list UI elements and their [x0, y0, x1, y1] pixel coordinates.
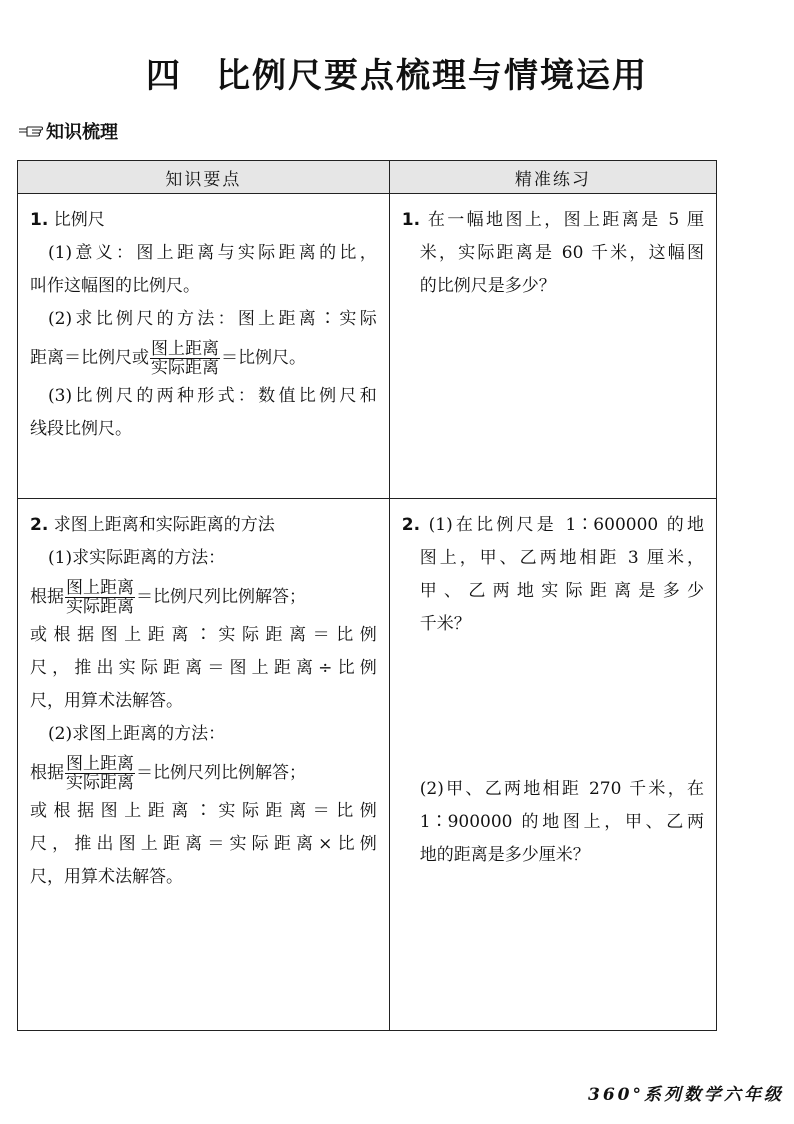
- fraction-numerator: 图上距离: [66, 754, 134, 774]
- formula-text: ＝比例尺列比例解答；: [136, 763, 306, 783]
- text-line: (1)求实际距离的方法：: [48, 548, 226, 568]
- knowledge-cell-distance: [18, 499, 390, 1031]
- text-line: (3)比例尺的两种形式：数值比例尺和: [48, 386, 377, 406]
- formula-text: 距离＝比例尺或: [30, 348, 149, 368]
- fraction-numerator: 图上距离: [66, 578, 134, 598]
- text-line: (2)求比例尺的方法：图上距离∶实际: [48, 309, 377, 329]
- fraction: [65, 755, 135, 792]
- practice-cell-2: [389, 499, 716, 1031]
- text-line: [402, 204, 704, 237]
- text-line: 地的距离是多少厘米？: [419, 845, 590, 865]
- knowledge-cell-scale: [18, 194, 390, 499]
- section-heading-label: 知识梳理: [46, 122, 118, 143]
- text-line: 尺，推出实际距离＝图上距离÷比例: [30, 658, 377, 678]
- text-line: 的比例尺是多少？: [419, 276, 556, 296]
- formula-line: [30, 336, 377, 380]
- chapter-number: 四: [146, 56, 182, 96]
- text-line: 或根据图上距离∶实际距离＝比例: [30, 801, 377, 821]
- chapter-title: 比例尺要点梳理与情境运用: [216, 56, 648, 96]
- text-line: 甲、乙两地实际距离是多少: [419, 581, 704, 601]
- fraction: [150, 340, 220, 377]
- text-line: 图上，甲、乙两地相距 3 厘米，: [419, 548, 704, 568]
- formula-text: 根据: [30, 763, 64, 783]
- column-header-practice: 精准练习: [389, 161, 716, 194]
- question-text: 在一幅地图上，图上距离是 5 厘: [427, 210, 705, 230]
- section-heading: [18, 118, 118, 144]
- formula-text: ＝比例尺。: [221, 348, 306, 368]
- fraction-denominator: 实际距离: [66, 597, 134, 617]
- text-line: 尺，用算术法解答。: [30, 867, 183, 887]
- item-number: 2.: [30, 515, 49, 535]
- item-number: 1.: [401, 210, 421, 230]
- text-line: 或根据图上距离∶实际距离＝比例: [30, 625, 377, 645]
- text-line: 1∶900000 的地图上，甲、乙两: [419, 812, 704, 832]
- fraction-denominator: 实际距离: [66, 773, 134, 793]
- formula-line: [30, 575, 377, 619]
- formula-line: [30, 751, 377, 795]
- text-line: [402, 509, 704, 542]
- item-heading: 比例尺: [53, 210, 105, 230]
- fraction: [65, 579, 135, 616]
- text-line: 尺，用算术法解答。: [30, 691, 183, 711]
- text-line: (2)甲、乙两地相距 270 千米，在: [419, 779, 704, 799]
- fraction-numerator: 图上距离: [151, 339, 219, 359]
- page-title: [0, 48, 794, 97]
- text-line: 线段比例尺。: [30, 419, 132, 439]
- table-header-row: [18, 161, 717, 194]
- text-line: 尺，推出图上距离＝实际距离×比例: [30, 834, 377, 854]
- text-line: (1)意义：图上距离与实际距离的比，: [48, 243, 377, 263]
- knowledge-table: [17, 160, 717, 1031]
- item-heading: 求图上距离和实际距离的方法: [53, 515, 275, 535]
- answer-space: [402, 641, 704, 773]
- table-row: [18, 499, 717, 1031]
- text-line: 叫作这幅图的比例尺。: [30, 276, 200, 296]
- item-number: 1.: [30, 210, 49, 230]
- formula-text: 根据: [30, 587, 64, 607]
- page-footer: 360°系列数学六年级: [588, 1085, 784, 1105]
- column-header-knowledge: 知识要点: [18, 161, 390, 194]
- text-line: 米，实际距离是 60 千米，这幅图: [419, 243, 704, 263]
- fraction-denominator: 实际距离: [151, 358, 219, 378]
- item-number: 2.: [401, 515, 421, 535]
- question-text: (1)在比例尺是 1∶600000 的地: [428, 515, 704, 535]
- practice-cell-1: [389, 194, 716, 499]
- formula-text: ＝比例尺列比例解答；: [136, 587, 306, 607]
- pointing-hand-icon: [18, 124, 44, 138]
- text-line: (2)求图上距离的方法：: [48, 724, 226, 744]
- table-row: [18, 194, 717, 499]
- text-line: 千米？: [419, 614, 471, 634]
